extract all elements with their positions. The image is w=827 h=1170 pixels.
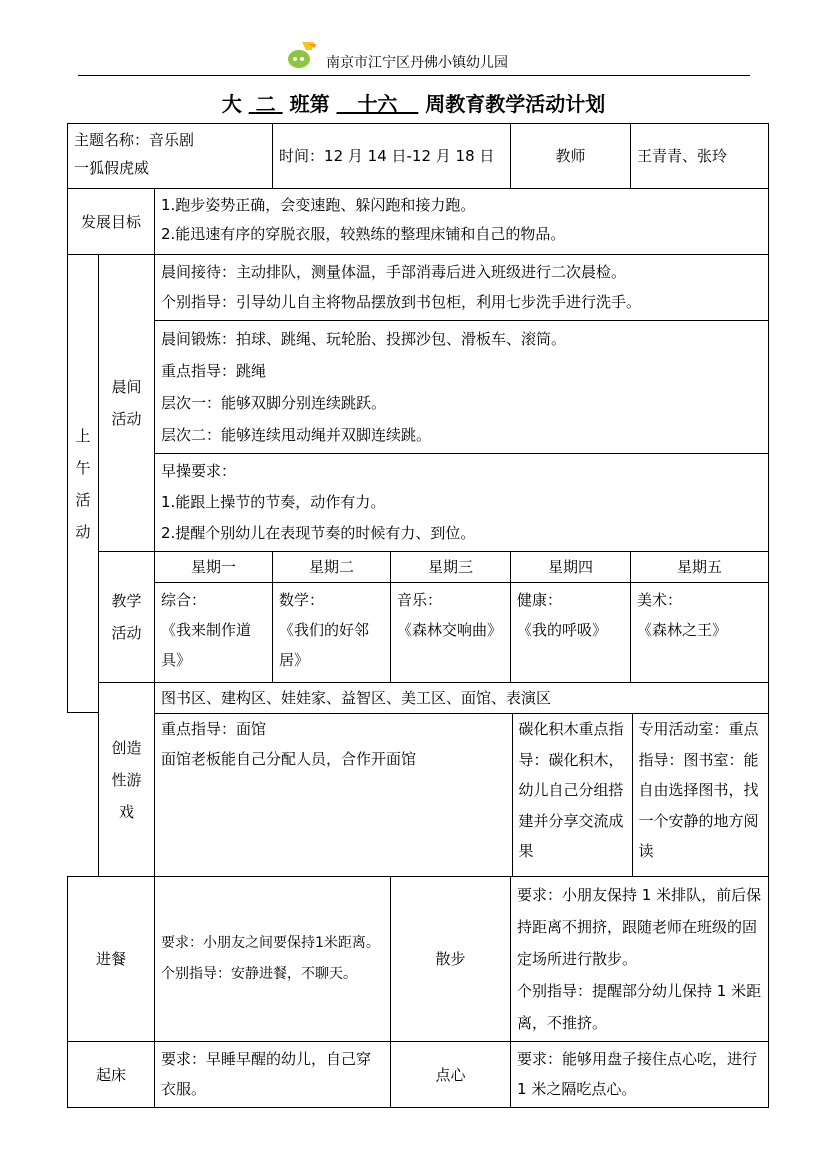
focus-main-line: 面馆老板能自己分配人员，合作开面馆 <box>161 750 417 768</box>
lesson-cell <box>155 583 273 683</box>
header-divider <box>78 75 750 76</box>
creative-content <box>155 683 769 877</box>
day-header: 星期一 <box>155 552 273 583</box>
wakeup-label: 起床 <box>68 1042 155 1108</box>
title-suffix: 周教育教学活动计划 <box>425 92 606 116</box>
lesson-subject: 数学： <box>279 591 325 609</box>
wakeup-content: 要求：早睡早醒的幼儿，自己穿衣服。 <box>155 1042 391 1108</box>
snack-content: 要求：能够用盘子接住点心吃，进行 1 米之隔吃点心。 <box>511 1042 769 1108</box>
info-row <box>68 124 769 189</box>
lesson-name: 《森林之王》 <box>637 621 728 639</box>
focus-carbon: 碳化积木重点指导：碳化积木，幼儿自己分组搭建并分享交流成果 <box>512 714 632 876</box>
meal-line: 要求：小朋友之间要保持1米距离。 <box>161 935 380 951</box>
reception-line: 个别指导：引导幼儿自主将物品摆放到书包柜，利用七步洗手进行洗手。 <box>161 293 642 311</box>
lesson-cell <box>511 583 631 683</box>
lesson-name: 《我们的好邻居》 <box>279 621 370 669</box>
school-logo <box>286 40 320 70</box>
school-name: 南京市江宁区丹佛小镇幼儿园 <box>326 55 508 71</box>
meal-label: 进餐 <box>68 877 155 1042</box>
class-number: 二 <box>255 92 276 116</box>
goals-label: 发展目标 <box>68 189 155 255</box>
areas-row <box>68 683 769 713</box>
day-header: 星期二 <box>273 552 391 583</box>
meal-line: 个别指导：安静进餐，不聊天。 <box>161 966 357 982</box>
time-cell: 时间：12 月 14 日-12 月 18 日 <box>273 124 511 189</box>
reception-content <box>155 255 769 321</box>
title-mid: 班第 <box>289 92 330 116</box>
lesson-cell <box>273 583 391 683</box>
teaching-label-text: 教学 活动 <box>111 592 142 642</box>
teacher-names: 王青青、张玲 <box>631 124 769 189</box>
days-row <box>68 552 769 583</box>
page-title <box>0 88 827 117</box>
drill-line: 1.能跟上操节的节奏，动作有力。 <box>161 493 386 511</box>
lessons-row <box>68 583 769 683</box>
walk-content <box>511 877 769 1042</box>
day-header: 星期四 <box>511 552 631 583</box>
exercise-line: 晨间锻炼：拍球、跳绳、玩轮胎、投掷沙包、滑板车、滚筒。 <box>161 330 567 348</box>
meal-walk-row <box>68 877 769 1042</box>
focus-main <box>155 714 512 876</box>
exercise-content <box>155 321 769 454</box>
focus-room: 专用活动室：重点指导：图书室：能自由选择图书，找一个安静的地方阅读 <box>638 720 759 860</box>
lesson-cell <box>631 583 769 683</box>
plan-table <box>67 123 769 1108</box>
lesson-name: 《我来制作道具》 <box>161 621 252 669</box>
creative-label <box>99 683 155 877</box>
goals-row <box>68 189 769 255</box>
wakeup-snack-row <box>68 1042 769 1108</box>
theme-name: 一狐假虎威 <box>74 159 150 177</box>
teacher-label: 教师 <box>511 124 631 189</box>
title-prefix: 大 <box>221 92 242 116</box>
lesson-subject: 健康： <box>517 591 563 609</box>
reception-row <box>68 255 769 321</box>
creative-focus-table <box>155 714 769 876</box>
exercise-line: 重点指导：跳绳 <box>161 362 267 380</box>
week-number: 十六 <box>357 92 398 116</box>
day-header: 星期三 <box>391 552 511 583</box>
morning-section-label <box>68 255 99 713</box>
lesson-subject: 综合： <box>161 591 207 609</box>
walk-line: 个别指导：提醒部分幼儿保持 1 米距离，不推挤。 <box>517 982 762 1032</box>
exercise-row <box>68 321 769 454</box>
goals-content <box>155 189 769 255</box>
drill-row <box>68 454 769 552</box>
morning-section-label-text: 上 午 活 动 <box>75 426 91 541</box>
lesson-name: 《森林交响曲》 <box>397 621 503 639</box>
lesson-name: 《我的呼吸》 <box>517 621 608 639</box>
snack-label: 点心 <box>391 1042 511 1108</box>
walk-label: 散步 <box>391 877 511 1042</box>
theme-label: 主题名称：音乐剧 <box>74 131 195 149</box>
lesson-subject: 美术： <box>637 591 683 609</box>
exercise-line: 层次一：能够双脚分别连续跳跃。 <box>161 394 387 412</box>
drill-line: 2.提醒个别幼儿在表现节奏的时候有力、到位。 <box>161 524 476 542</box>
morning-activity-label <box>99 255 155 552</box>
focus-main-line: 重点指导：面馆 <box>161 720 267 738</box>
goal-item: 1.跑步姿势正确，会变速跑、躲闪跑和接力跑。 <box>161 196 476 214</box>
exercise-line: 层次二：能够连续甩动绳并双脚连续跳。 <box>161 426 432 444</box>
reception-line: 晨间接待：主动排队，测量体温，手部消毒后进入班级进行二次晨检。 <box>161 263 627 281</box>
morning-activity-label-text: 晨间 活动 <box>111 378 142 428</box>
meal-content <box>155 877 391 1042</box>
lesson-subject: 音乐： <box>397 591 443 609</box>
walk-line: 要求：小朋友保持 1 米排队，前后保持距离不拥挤，跟随老师在班级的固定场所进行散步。 <box>517 886 762 968</box>
lesson-cell <box>391 583 511 683</box>
day-header: 星期五 <box>631 552 769 583</box>
areas-list: 图书区、建构区、娃娃家、益智区、美工区、面馆、表演区 <box>155 683 768 714</box>
drill-content <box>155 454 769 552</box>
goal-item: 2.能迅速有序的穿脱衣服，较熟练的整理床铺和自己的物品。 <box>161 225 566 243</box>
teaching-label <box>99 552 155 683</box>
creative-label-text: 创造 性游 戏 <box>111 738 142 821</box>
theme-cell <box>68 124 273 189</box>
drill-line: 早操要求： <box>161 462 237 480</box>
